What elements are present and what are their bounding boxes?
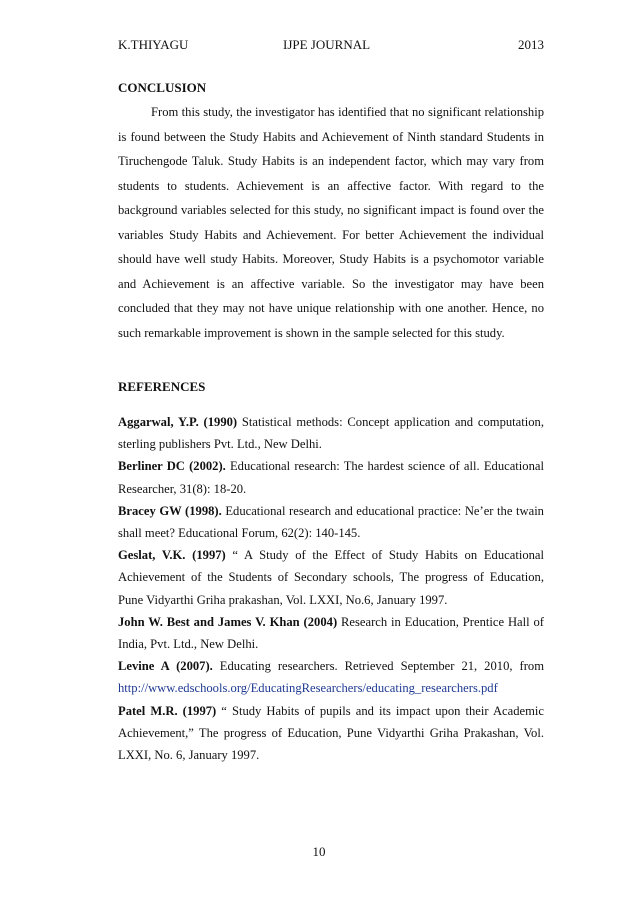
reference-text: “ A Study of the Effect of Study Habits on Educational Achievement of the Students of Secondary schools, The progress of Education, Pune Vidyarthi Griha prakashan, Vol. LXXI, No.6, January 1997.	[118, 548, 544, 607]
reference-author: Berliner DC (2002).	[118, 459, 226, 474]
reference-author: John W. Best and James V. Khan (2004)	[118, 614, 338, 629]
reference-item	[118, 655, 544, 699]
header-journal: IJPE JOURNAL	[283, 37, 371, 52]
reference-author: Aggarwal, Y.P. (1990)	[118, 415, 238, 429]
reference-author: Patel M.R. (1997)	[118, 703, 217, 718]
references-heading: REFERENCES	[118, 379, 206, 394]
reference-item	[118, 500, 544, 544]
page-number: 10	[312, 844, 326, 859]
reference-item	[118, 544, 544, 611]
reference-author: Bracey GW (1998).	[118, 503, 222, 518]
reference-text: Educational research: The hardest science of all. Educational Researcher, 31(8): 18-20.	[118, 459, 544, 496]
reference-item	[118, 611, 544, 655]
reference-text: Educational research and educational practice: Ne’er the twain shall meet? Educational Forum, 62(2): 140-145.	[118, 503, 544, 541]
conclusion-heading: CONCLUSION	[118, 80, 207, 95]
reference-author: Geslat, V.K. (1997)	[118, 548, 226, 563]
reference-list	[118, 411, 544, 766]
reference-text: “ Study Habits of pupils and its impact upon their Academic Achievement,” The progress of Education, Pune Vidyarthi Griha Prakashan, Vol. LXXI, No. 6, January 1997.	[118, 703, 544, 763]
reference-link[interactable]: http://www.edschools.org/EducatingResearchers/educating_researchers.pdf	[118, 681, 498, 696]
page-content	[118, 80, 544, 766]
header-year: 2013	[518, 37, 544, 52]
reference-item	[118, 411, 544, 455]
reference-text: Educating researchers. Retrieved September 21, 2010, from	[212, 659, 544, 674]
reference-text: Statistical methods: Concept application and computation, sterling publishers Pvt. Ltd., New Delhi.	[118, 415, 544, 452]
reference-item	[118, 455, 544, 499]
conclusion-paragraph: From this study, the investigator has identified that no significant relationship is found between the Study Habits and Achievement of Ninth standard Students in Tiruchengode Taluk. Study Habits is an independent factor, which may vary from students to students. Achievement is an affective factor. With regard to the background variables selected for this study, no significant impact is found over the variables Study Habits and Achievement. For better Achievement the individual should have well study Habits. Moreover, Study Habits is a psychomotor variable and Achievement is an affective variable. So the investigator may have been concluded that they may not have unique relationship with one another. Hence, no such remarkable improvement is shown in the sample selected for this study.	[118, 105, 544, 340]
reference-author: Levine A (2007).	[118, 659, 213, 674]
running-header	[118, 37, 544, 55]
header-author: K.THIYAGU	[118, 37, 189, 52]
reference-item	[118, 700, 544, 767]
reference-text: Research in Education, Prentice Hall of India, Pvt. Ltd., New Delhi.	[118, 614, 544, 652]
